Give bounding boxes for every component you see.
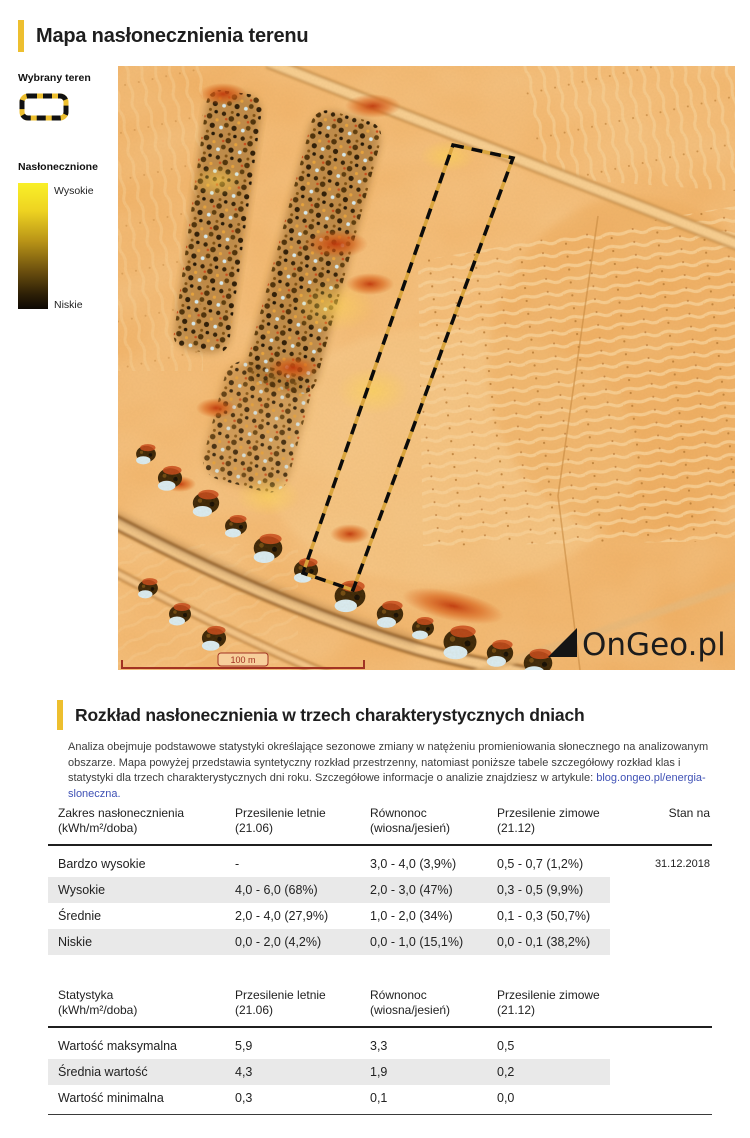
header-equinox: Równonoc (wiosna/jesień) [370,988,451,1017]
header-equinox: Równonoc (wiosna/jesień) [370,806,451,835]
stats-table-header [48,988,712,1026]
gradient-low-label: Niskie [54,299,83,311]
table-rule [48,1026,712,1028]
header-winter-solstice: Przesilenie zimowe (21.12) [497,806,600,835]
table-row: Średnia wartość 4,3 1,9 0,2 [48,1059,712,1085]
page-title: Mapa nasłonecznienia terenu [36,24,309,47]
accent-bar [57,700,63,730]
accent-bar [18,20,24,52]
table-row: Wartość maksymalna 5,9 3,3 0,5 [58,1039,515,1053]
description-text: Analiza obejmuje podstawowe statystyki określające sezonowe zmiany w natężeniu promieniowania słonecznego na analizowanym obszarze. Mapa powyżej przedstawia syntetyczny rozkład przestrzenny, natomiast poniższe tabele szczegółowy rozkład klas i statystyki dla trzech charakterystycznych dni roku. Szczegółowe informacje o analizie znajdziesz w artykule: [68,741,709,784]
table-row: Wartość minimalna 0,3 0,1 0,0 [58,1091,515,1105]
stan-na-value: 31.12.2018 [654,858,710,870]
insolation-map-image [118,66,735,670]
table-rule [48,844,712,846]
header-winter-solstice: Przesilenie zimowe (21.12) [497,988,600,1017]
section-header [57,700,585,730]
classes-table [48,806,712,955]
map-legend [18,72,114,309]
header-statistic: Statystyka (kWh/m²/doba) [58,988,138,1017]
table-row: Wysokie 4,0 - 6,0 (68%) 2,0 - 3,0 (47%) 0,3 - 0,5 (9,9%) [48,877,712,903]
ongeo-logo-text: OnGeo.pl [582,627,726,663]
header-summer-solstice: Przesilenie letnie (21.06) [235,806,326,835]
header-range: Zakres nasłonecznienia (kWh/m²/doba) [58,806,185,835]
table-row: Bardzo wysokie - 3,0 - 4,0 (3,9%) 0,5 - 0,7 (1,2%) 31.12.2018 [58,857,710,871]
selected-area-label: Wybrany teren [18,72,91,84]
header-summer-solstice: Przesilenie letnie (21.06) [235,988,326,1017]
section-title: Rozkład nasłonecznienia w trzech charakterystycznych dniach [75,704,585,725]
article-link[interactable]: blog.ongeo.pl/energia-sloneczna. [68,772,706,800]
page-header [18,20,308,52]
insolation-label: Nasłonecznione [18,161,98,173]
header-stan-na: Stan na [668,806,710,820]
table-row: Średnie 2,0 - 4,0 (27,9%) 1,0 - 2,0 (34%) 0,1 - 0,3 (50,7%) [58,909,591,923]
table-bottom-rule [48,1114,712,1115]
gradient-bar [18,183,48,309]
insolation-map [118,66,735,670]
analysis-description [68,740,718,802]
classes-table-header [48,806,712,844]
gradient-high-label: Wysokie [54,185,94,197]
stats-table [48,988,712,1115]
insolation-gradient [18,183,114,309]
scale-label: 100 m [230,655,256,665]
table-row: Niskie 0,0 - 2,0 (4,2%) 0,0 - 1,0 (15,1%) 0,0 - 0,1 (38,2%) [48,929,712,955]
selected-area-icon [18,92,70,122]
